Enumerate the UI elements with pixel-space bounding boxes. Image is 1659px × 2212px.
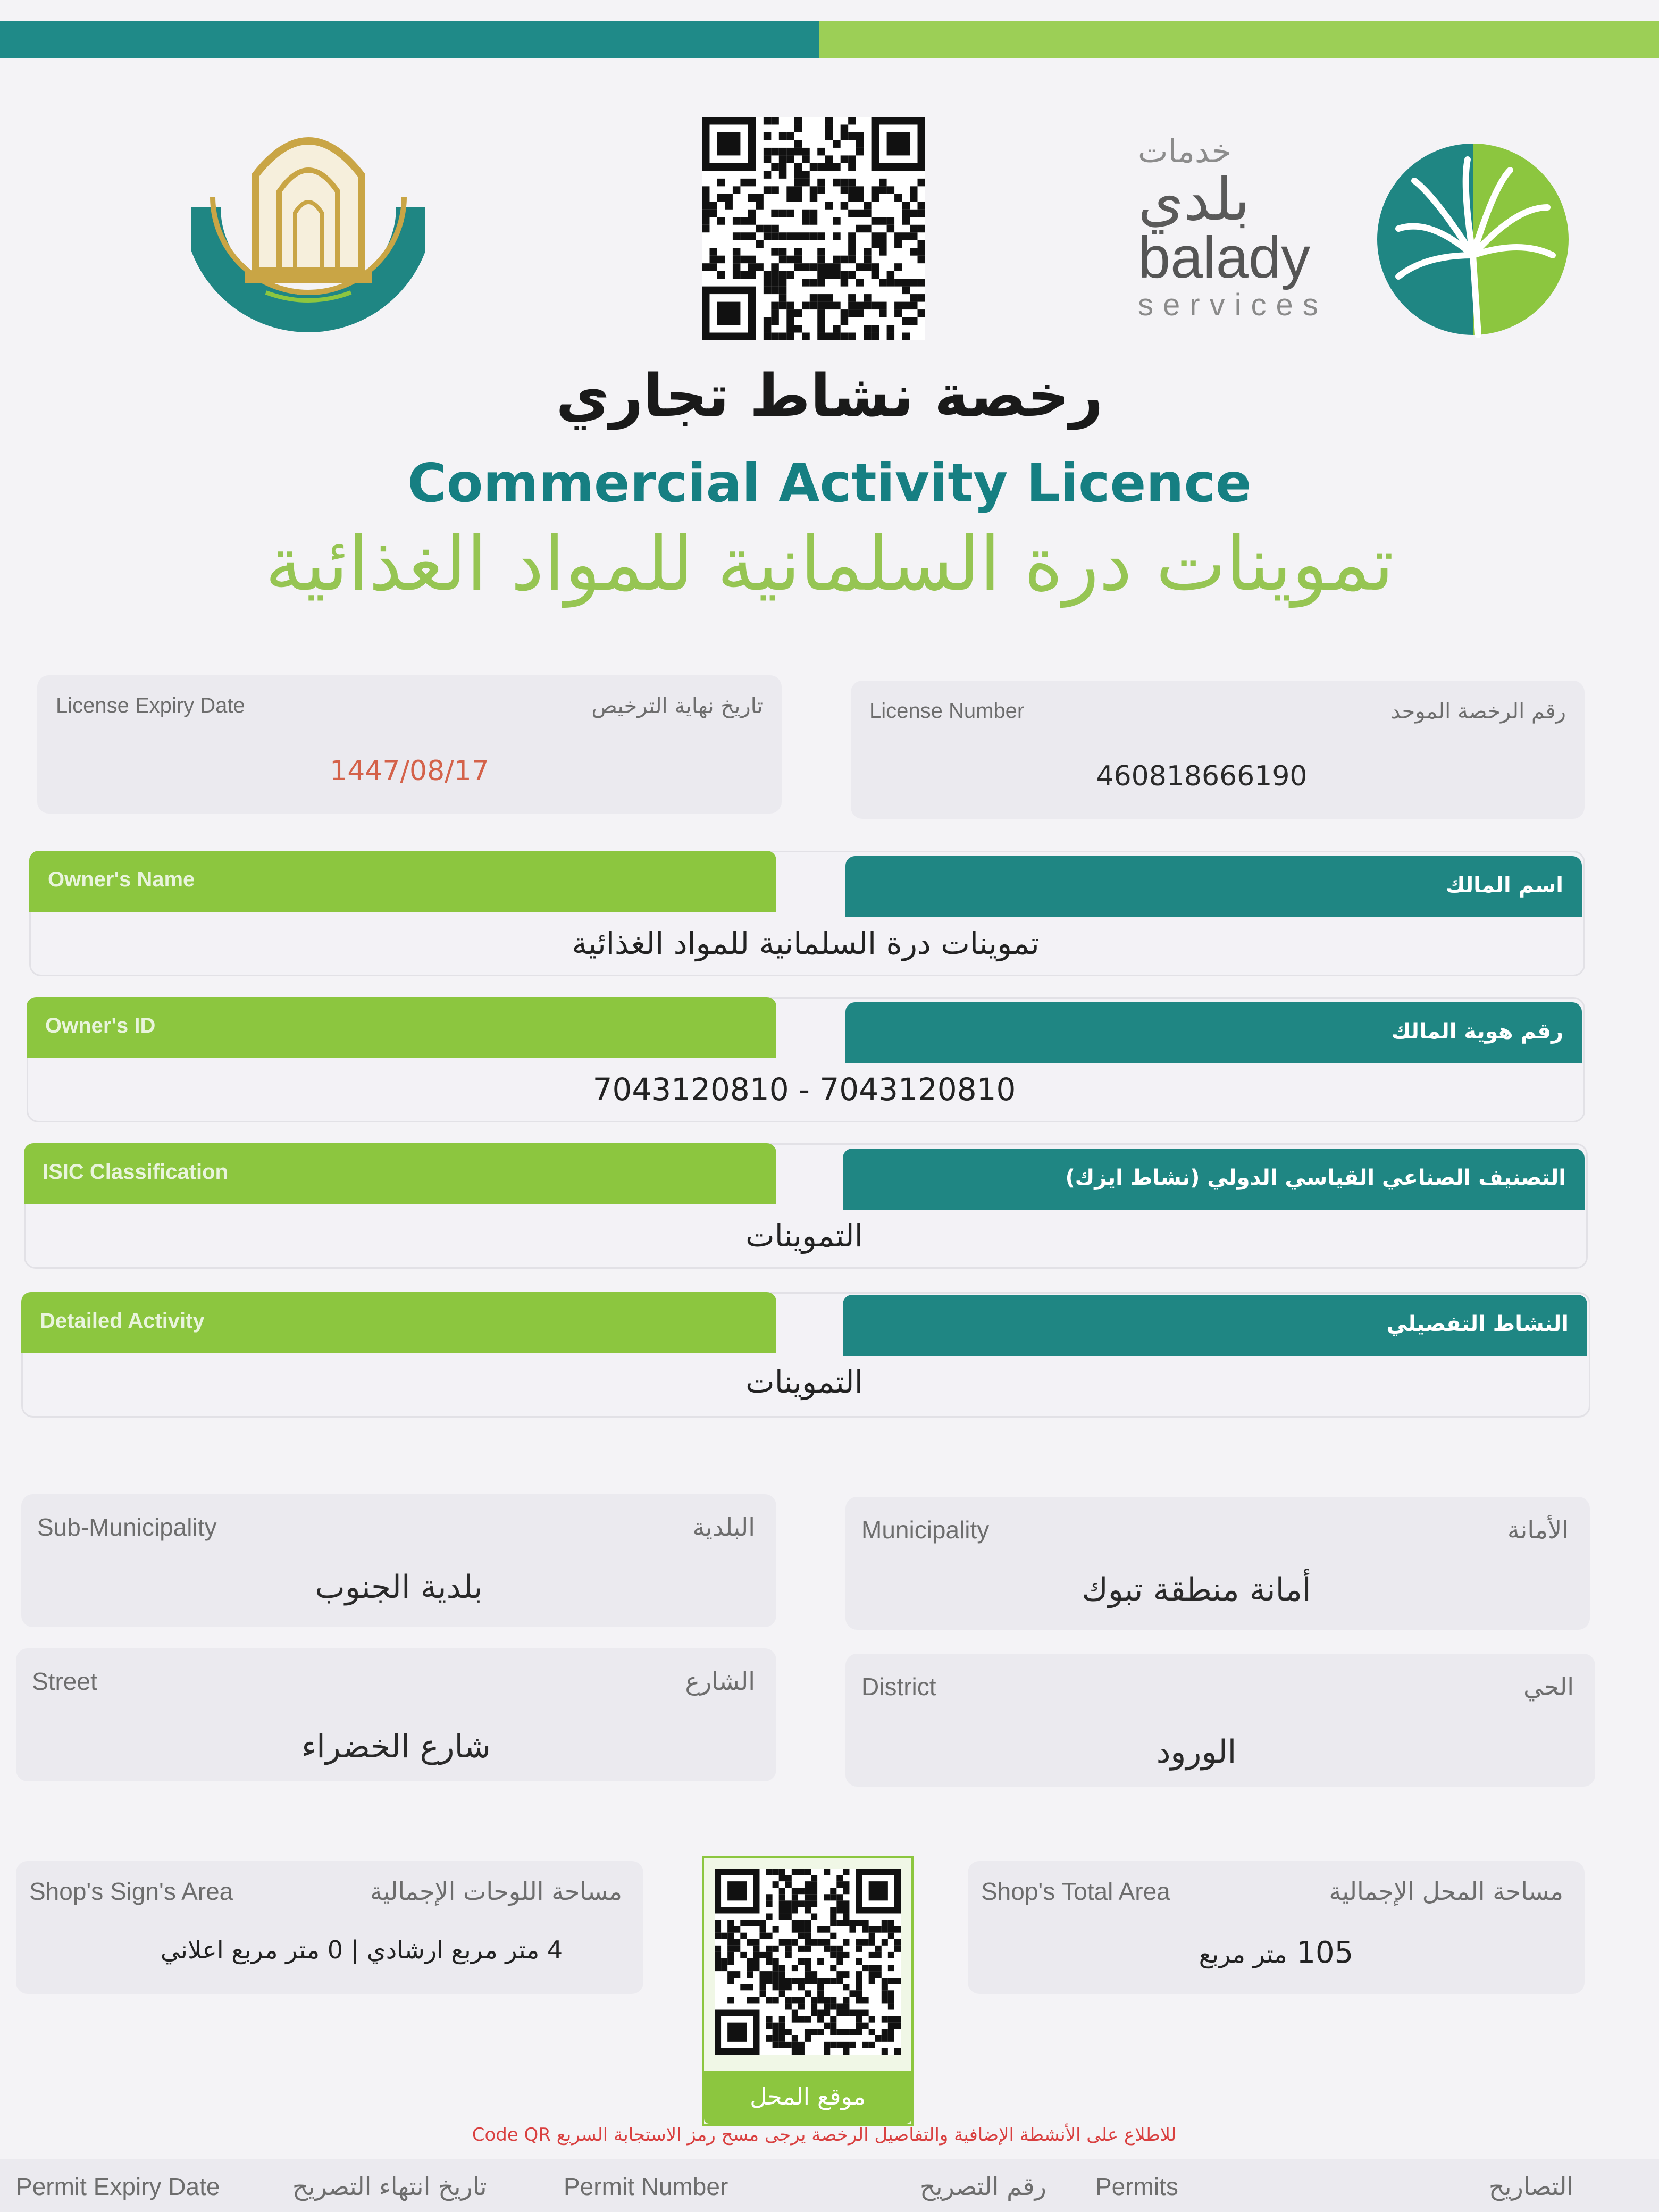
district-card [845,1654,1595,1787]
permit-number-label-en: Permit Number [564,2173,728,2200]
municipality-label-ar: الأمانة [1507,1515,1569,1544]
sub-municipality-label-en: Sub-Municipality [37,1513,217,1541]
qr-code-top [702,117,925,340]
municipality-value: أمانة منطقة تبوك [1082,1571,1311,1608]
qr-note: للاطلاع على الأنشطة الإضافية والتفاصيل الرخصة يرجى مسح رمز الاستجابة السريع Code QR [472,2124,1177,2146]
owner-name-label-en: Owner's Name [48,868,195,891]
balady-ar-big: بلدي [1138,165,1250,233]
owner-id-header-en [27,997,776,1058]
total-area-label-en: Shop's Total Area [981,1878,1170,1905]
isic-header-en [24,1143,776,1204]
license-expiry-label-en: License Expiry Date [56,694,245,717]
sign-area-label-en: Shop's Sign's Area [29,1878,233,1905]
balady-en: balady [1138,225,1311,290]
street-label-en: Street [32,1668,97,1695]
license-expiry-label-ar: تاريخ نهاية الترخيص [591,694,763,718]
license-number-card [851,681,1585,819]
total-area-value: 105 [1296,1936,1354,1970]
sub-municipality-label-ar: البلدية [692,1513,755,1541]
detailed-activity-label-ar: النشاط التفصيلي [1386,1312,1569,1336]
street-label-ar: الشارع [685,1667,755,1696]
owner-id-header-ar [845,1002,1582,1063]
municipality-label-en: Municipality [861,1516,990,1544]
detailed-activity-value: التموينات [745,1364,863,1400]
license-number-value: 460818666190 [1096,760,1308,792]
detailed-activity-label-en: Detailed Activity [40,1309,205,1333]
sign-area-values [96,1936,627,1964]
amanah-logo [191,112,425,335]
sign-area-value-a: 4 [547,1936,563,1964]
owner-name-header-ar [845,856,1582,917]
license-number-label-ar: رقم الرخصة الموحد [1390,699,1566,724]
shop-location-label: موقع المحل [704,2071,911,2124]
total-area-values [968,1936,1585,1970]
balady-wordmark [1138,133,1351,335]
sign-area-unit-a: متر مربع ارشادي [366,1936,540,1964]
permit-number-label-ar: رقم التصريح [920,2172,1046,2201]
owner-id-value: 7043120810 - 7043120810 [592,1071,1016,1108]
street-card [16,1648,776,1781]
detailed-activity-header-ar [843,1295,1587,1356]
top-stripe [0,21,1659,58]
total-area-card [968,1861,1585,1994]
sign-area-value-b: 0 [327,1936,343,1964]
street-value: شارع الخضراء [301,1728,491,1765]
sign-area-divider: | [343,1936,359,1964]
sign-area-card [16,1861,643,1994]
balady-en-small: services [1138,288,1328,322]
title-english: Commercial Activity Licence [407,452,1252,514]
district-label-ar: الحي [1523,1672,1574,1701]
permits-label-ar: التصاريح [1489,2172,1574,2201]
sign-area-label-ar: مساحة اللوحات الإجمالية [370,1877,622,1906]
isic-header-ar [843,1149,1585,1210]
district-value: الورود [1156,1733,1237,1771]
license-expiry-card [37,675,782,814]
isic-value: التموينات [745,1218,863,1254]
qr-code-location [715,1869,901,2055]
sub-municipality-card [21,1494,776,1627]
municipality-card [845,1497,1590,1630]
owner-id-label-ar: رقم هوية المالك [1391,1019,1563,1044]
isic-label-en: ISIC Classification [43,1160,228,1184]
sign-area-unit-b: متر مربع اعلاني [160,1936,320,1964]
total-area-label-ar: مساحة المحل الإجمالية [1329,1877,1563,1906]
license-number-label-en: License Number [869,699,1025,723]
permit-expiry-label-ar: تاريخ انتهاء التصريح [292,2172,487,2201]
location-qr-block[interactable] [702,1856,914,2126]
business-name: تموينات درة السلمانية للمواد الغذائية [265,521,1394,608]
sub-municipality-value: بلدية الجنوب [315,1569,483,1606]
owner-name-value: تموينات درة السلمانية للمواد الغذائية [572,925,1040,961]
title-arabic: رخصة نشاط تجاري [556,362,1103,430]
balady-ar-small: خدمات [1138,133,1231,170]
total-area-unit: متر مربع [1199,1940,1287,1968]
detailed-activity-header-en [21,1292,776,1353]
license-expiry-value: 1447/08/17 [330,755,489,787]
footer-bar [0,2159,1659,2212]
owner-name-label-ar: اسم المالك [1445,873,1563,898]
district-label-en: District [861,1673,936,1700]
permit-expiry-label-en: Permit Expiry Date [16,2173,220,2200]
balady-palm-logo [1372,138,1574,340]
permits-label-en: Permits [1095,2173,1178,2200]
owner-id-label-en: Owner's ID [45,1014,156,1037]
owner-name-header-en [29,851,776,912]
isic-label-ar: التصنيف الصناعي القياسي الدولي (نشاط ايزك) [1065,1166,1566,1190]
